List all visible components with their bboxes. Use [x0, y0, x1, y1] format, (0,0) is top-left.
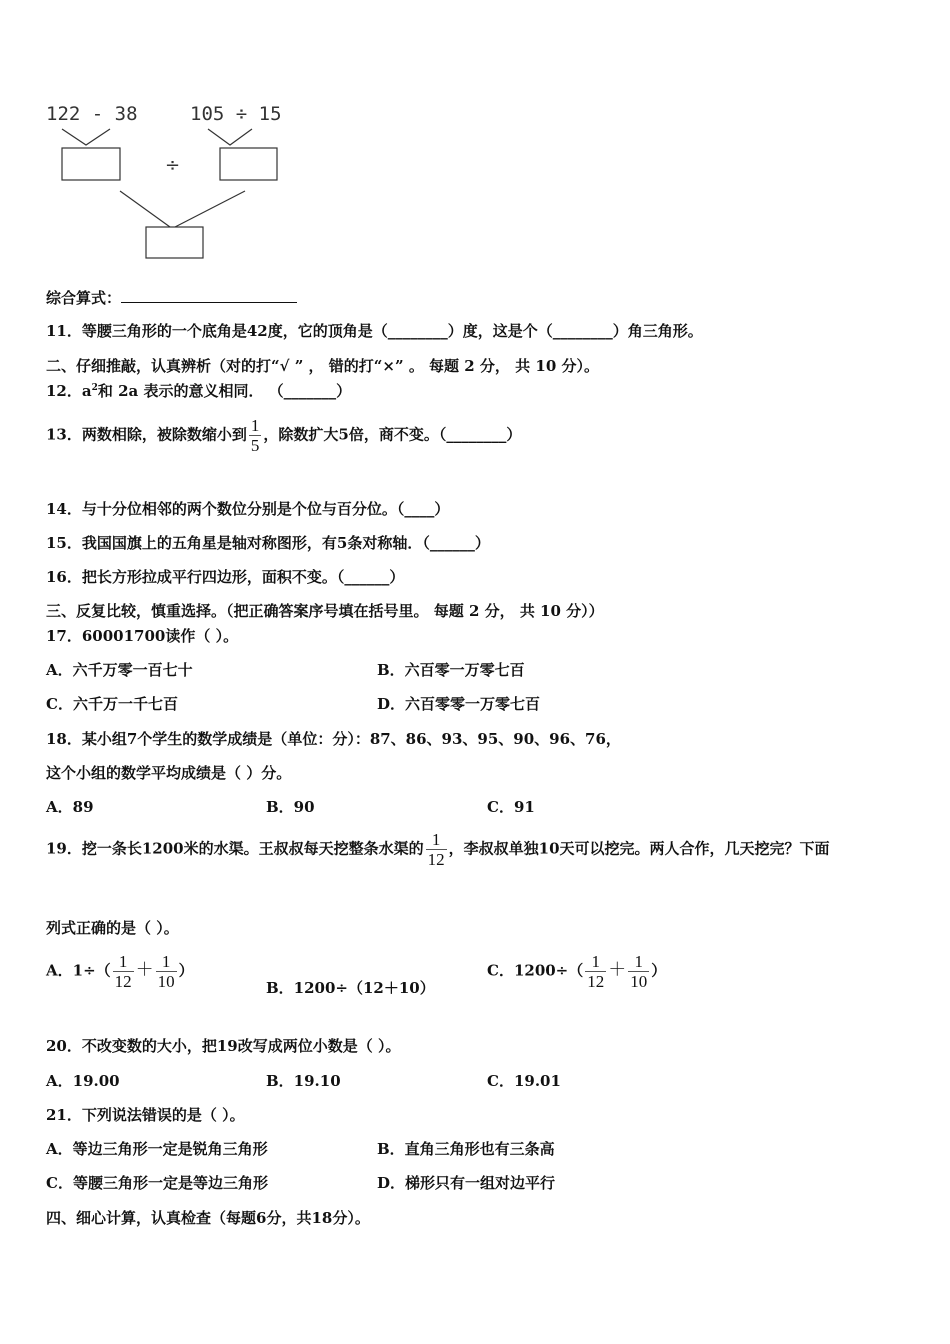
question-17: 17．60001700读作（ ）。 [46, 627, 239, 645]
q19-option-b[interactable]: B．1200÷（12＋10） [266, 979, 435, 997]
question-21: 21．下列说法错误的是（ ）。 [46, 1106, 245, 1124]
q18-option-c[interactable]: C．91 [487, 798, 535, 816]
left-bracket-line [62, 129, 110, 145]
question-19-line-2: 列式正确的是（ ）。 [46, 919, 179, 937]
question-18-line-2: 这个小组的数学平均成绩是（ ）分。 [46, 764, 292, 782]
right-bracket-line [208, 129, 252, 145]
question-20: 20．不改变数的大小，把19改写成两位小数是（ ）。 [46, 1037, 401, 1055]
q20-option-c[interactable]: C．19.01 [487, 1072, 561, 1090]
right-expression: 105 ÷ 15 [190, 103, 282, 125]
question-18-line-1: 18．某小组7个学生的数学成绩是（单位：分）：87、86、93、95、90、96、76， [46, 730, 621, 748]
q21-option-a[interactable]: A．等边三角形一定是锐角三角形 [46, 1140, 268, 1158]
q17-option-b[interactable]: B．六百零一万零七百 [377, 661, 525, 679]
question-15: 15．我国国旗上的五角星是轴对称图形，有5条对称轴．（______） [46, 534, 490, 552]
formula-blank[interactable] [121, 288, 297, 303]
question-13: 13．两数相除，被除数缩小到 $\frac{1}{5}$ ，除数扩大5倍，商不变。（________） [46, 416, 522, 455]
fraction-1-12: $\frac{1}{12}$ [427, 830, 445, 869]
q21-option-b[interactable]: B．直角三角形也有三条高 [377, 1140, 555, 1158]
question-14: 14．与十分位相邻的两个数位分别是个位与百分位。（____） [46, 500, 450, 518]
final-answer-box [146, 227, 203, 258]
q18-option-a[interactable]: A．89 [46, 798, 94, 816]
fraction-1-10: $\frac{1}{10}$ [157, 952, 175, 991]
section-2-heading: 二、仔细推敲，认真辨析（对的打“√ ” ， 错的打“×” 。 每题 2 分， 共 10 分）。 [46, 357, 599, 375]
question-16: 16．把长方形拉成平行四边形，面积不变。（______） [46, 568, 405, 586]
left-expression: 122 - 38 [46, 103, 138, 125]
right-join-line [175, 191, 245, 227]
left-join-line [120, 191, 170, 227]
section-4-heading: 四、细心计算，认真检查（每题6分，共18分）。 [46, 1209, 370, 1227]
question-11: 11．等腰三角形的一个底角是42度，它的顶角是（________）度，这是个（________）角三角形。 [46, 322, 703, 340]
q19-option-c[interactable]: C．1200÷（ $\frac{1}{12}$ ＋ $\frac{1}{10}$ ） [487, 952, 667, 991]
q17-option-d[interactable]: D．六百零零一万零七百 [377, 695, 541, 713]
q20-option-b[interactable]: B．19.10 [266, 1072, 341, 1090]
calculation-tree-diagram [40, 95, 310, 265]
left-answer-box [62, 148, 120, 180]
fraction-1-10: $\frac{1}{10}$ [630, 952, 648, 991]
fraction-1-5: $\frac{1}{5}$ [250, 416, 260, 455]
fraction-1-12: $\frac{1}{12}$ [114, 952, 132, 991]
middle-operator: ÷ [165, 155, 181, 176]
q17-option-c[interactable]: C．六千万一千七百 [46, 695, 178, 713]
question-19-line-1: 19．挖一条长1200米的水渠。王叔叔每天挖整条水渠的 $\frac{1}{12}$ ，李叔叔单独10天可以挖完。两人合作，几天挖完？下面 [46, 830, 830, 869]
formula-line [46, 287, 297, 308]
formula-label: 综合算式： [46, 289, 122, 307]
right-answer-box [220, 148, 277, 180]
q19-option-a[interactable]: A．1÷（ $\frac{1}{12}$ ＋ $\frac{1}{10}$ ） [46, 952, 194, 991]
question-12: 12．$a^2$和 2a 表示的意义相同． （_______） [46, 382, 352, 400]
q21-option-d[interactable]: D．梯形只有一组对边平行 [377, 1174, 556, 1192]
q21-option-c[interactable]: C．等腰三角形一定是等边三角形 [46, 1174, 268, 1192]
q20-option-a[interactable]: A．19.00 [46, 1072, 120, 1090]
q17-option-a[interactable]: A．六千万零一百七十 [46, 661, 193, 679]
q18-option-b[interactable]: B．90 [266, 798, 315, 816]
section-3-heading: 三、反复比较，慎重选择。（把正确答案序号填在括号里。 每题 2 分， 共 10 分）） [46, 602, 604, 620]
fraction-1-12: $\frac{1}{12}$ [587, 952, 605, 991]
